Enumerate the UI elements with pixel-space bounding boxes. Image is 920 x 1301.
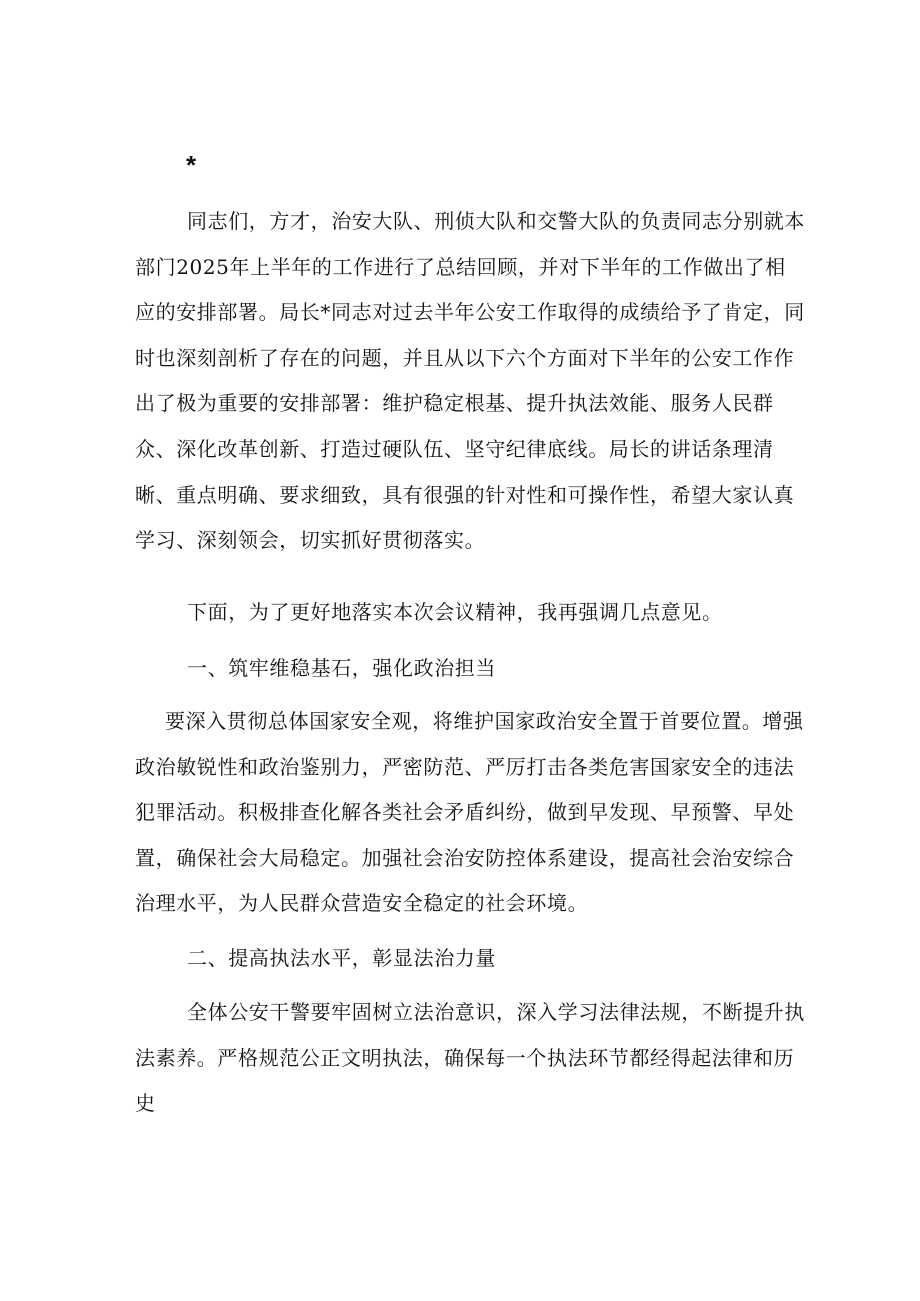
paragraph-section-2: 全体公安干警要牢固树立法治意识，深入学习法律法规，不断提升执法素养。严格规范公正文明执法，确保每一个执法环节都经得起法律和历史	[135, 1000, 805, 1116]
paragraph-intro: 同志们，方才，治安大队、刑侦大队和交警大队的负责同志分别就本部门2025年上半年的工作进行了总结回顾，并对下半年的工作做出了相应的安排部署。局长*同志对过去半年公安工作取得的成绩给予了肯定，同时也深刻剖析了存在的问题，并且从以下六个方面对下半年的公安工作作出了极为重要的安排部署：维护稳定根基、提升执法效能、服务人民群众、深化改革创新、打造过硬队伍、坚守纪律底线。局长的讲话条理清晰、重点明确、要求细致，具有很强的针对性和可操作性，希望大家认真学习、深刻领会，切实抓好贯彻落实。	[135, 209, 805, 553]
section-heading-2: 二、提高执法水平，彰显法治力量	[187, 946, 496, 970]
section-heading-1: 一、筑牢维稳基石，强化政治担当	[187, 656, 496, 680]
paragraph-section-1: 要深入贯彻总体国家安全观，将维护国家政治安全置于首要位置。增强政治敏锐性和政治鉴别力，严密防范、严厉打击各类危害国家安全的违法犯罪活动。积极排查化解各类社会矛盾纠纷，做到早发现、早预警、早处置，确保社会大局稳定。加强社会治安防控体系建设，提高社会治安综合治理水平，为人民群众营造安全稳定的社会环境。	[135, 709, 804, 916]
document-marker: *	[186, 150, 197, 180]
paragraph-transition: 下面，为了更好地落实本次会议精神，我再强调几点意见。	[187, 600, 723, 624]
